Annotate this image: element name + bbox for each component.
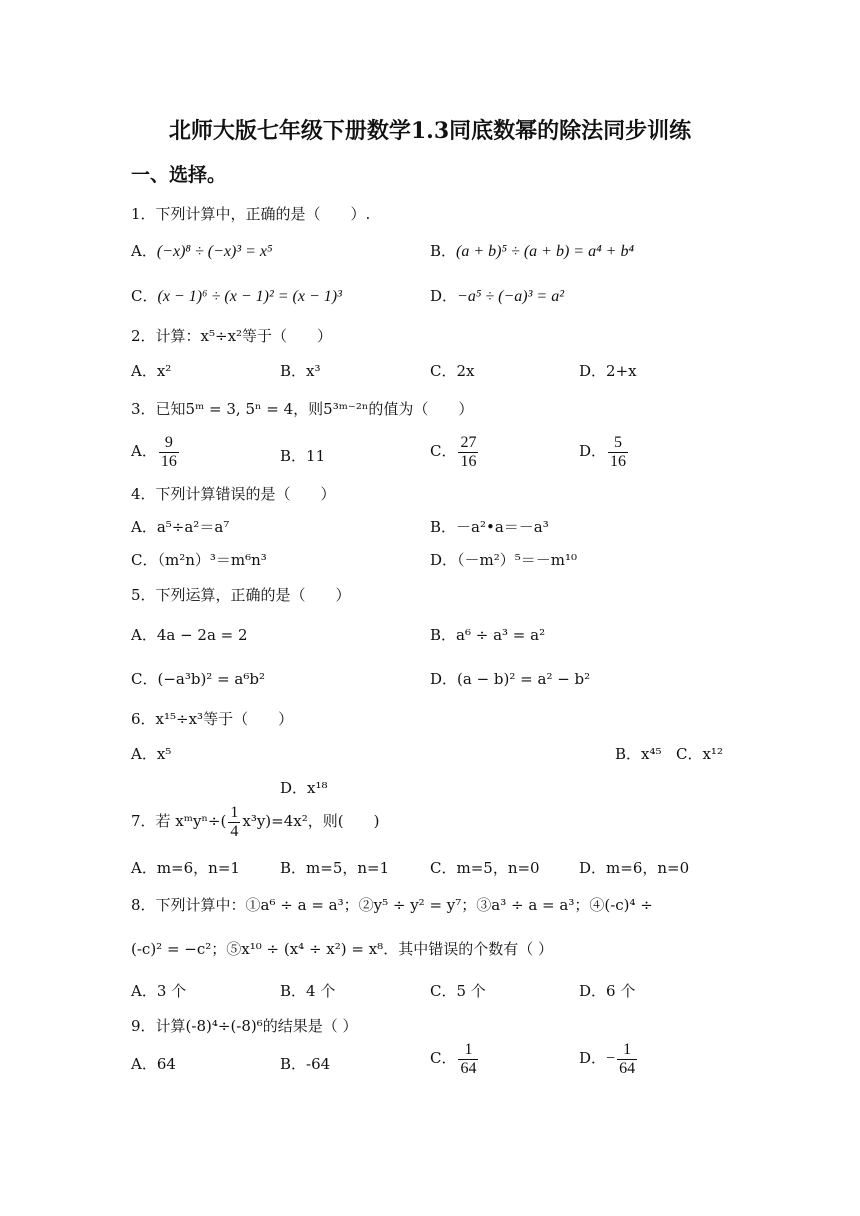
question-6-option-d: D．x¹⁸ — [280, 779, 328, 797]
fraction: $\frac{9}{16}$ — [160, 434, 177, 470]
fraction: $\frac{1}{4}$ — [230, 804, 239, 840]
question-4-option-b: B．－a²•a＝－a³ — [430, 518, 549, 536]
question-2-stem: 2．计算：x⁵÷x²等于（ ） — [131, 327, 333, 345]
question-6-option-a: A．x⁵ — [131, 745, 172, 763]
question-5-stem: 5．下列运算，正确的是（ ） — [131, 586, 351, 604]
question-8-line-2: (-c)² = −c²；⑤x¹⁰ ÷ (x⁴ ÷ x²) = x⁸．其中错误的个数有（ ） — [131, 940, 553, 958]
fraction: $\frac{5}{16}$ — [610, 434, 627, 470]
question-1-option-d: D．−a⁵ ÷ (−a)³ = a² — [430, 287, 565, 305]
question-7-option-d: D．m=6，n=0 — [579, 859, 690, 877]
question-6-option-c: C．x¹² — [676, 745, 723, 763]
question-9-option-c: C． $\frac{1}{64}$ — [430, 1041, 477, 1077]
question-3-option-b: B．11 — [280, 447, 326, 465]
question-6-option-b: B．x⁴⁵ — [615, 745, 662, 763]
fraction: $\frac{1}{64}$ — [619, 1041, 636, 1077]
question-4-option-a: A．a⁵÷a²＝a⁷ — [131, 518, 230, 536]
question-5-option-a: A．4a − 2a = 2 — [131, 626, 248, 644]
question-8-option-d: D．6 个 — [579, 982, 636, 1000]
question-9-option-b: B．-64 — [280, 1055, 331, 1073]
question-5-option-d: D．(a − b)² = a² − b² — [430, 670, 591, 688]
question-1-option-c: C．(x − 1)⁶ ÷ (x − 1)² = (x − 1)³ — [131, 287, 342, 305]
fraction: $\frac{27}{16}$ — [460, 434, 477, 470]
question-2-option-b: B．x³ — [280, 362, 321, 380]
question-1-stem: 1．下列计算中，正确的是（ ）. — [131, 205, 371, 223]
question-4-option-d: D．（－m²）⁵＝－m¹⁰ — [430, 551, 578, 569]
question-4-option-c: C．（m²n）³＝m⁶n³ — [131, 551, 267, 569]
question-5-option-b: B．a⁶ ÷ a³ = a² — [430, 626, 546, 644]
section-heading: 一、选择。 — [131, 164, 227, 186]
question-8-option-a: A．3 个 — [131, 982, 187, 1000]
question-1-option-a: A．(−x)⁸ ÷ (−x)³ = x⁵ — [131, 242, 273, 260]
question-6-stem: 6．x¹⁵÷x³等于（ ） — [131, 710, 294, 728]
question-5-option-c: C．(−a³b)² = a⁶b² — [131, 670, 265, 688]
question-9-stem: 9．计算(-8)⁴÷(-8)⁶的结果是（ ） — [131, 1017, 358, 1035]
question-2-option-c: C．2x — [430, 362, 475, 380]
question-7-option-c: C．m=5，n=0 — [430, 859, 540, 877]
question-7-stem: 7．若 xᵐyⁿ÷( $\frac{1}{4}$ x³y)=4x²，则( ) — [131, 804, 380, 840]
question-7-option-a: A．m=6，n=1 — [131, 859, 240, 877]
question-2-option-a: A．x² — [131, 362, 172, 380]
question-3-option-c: C． $\frac{27}{16}$ — [430, 434, 477, 470]
question-8-option-c: C．5 个 — [430, 982, 486, 1000]
question-3-stem: 3．已知5ᵐ = 3, 5ⁿ = 4，则5³ᵐ⁻²ⁿ的值为（ ） — [131, 400, 474, 418]
question-4-stem: 4．下列计算错误的是（ ） — [131, 485, 336, 503]
fraction: $\frac{1}{64}$ — [460, 1041, 477, 1077]
question-2-option-d: D．2+x — [579, 362, 637, 380]
question-9-option-a: A．64 — [131, 1055, 176, 1073]
question-3-option-a: A． $\frac{9}{16}$ — [131, 434, 177, 470]
question-1-option-b: B．(a + b)⁵ ÷ (a + b) = a⁴ + b⁴ — [430, 242, 634, 260]
question-8-line-1: 8．下列计算中：①a⁶ ÷ a = a³；②y⁵ ÷ y² = y⁷；③a³ ÷ a = a³；④(-c)⁴ ÷ — [131, 896, 653, 914]
question-8-option-b: B．4 个 — [280, 982, 336, 1000]
question-3-option-d: D． $\frac{5}{16}$ — [579, 434, 627, 470]
question-7-option-b: B．m=5，n=1 — [280, 859, 390, 877]
page-title: 北师大版七年级下册数学1.3同底数幂的除法同步训练 — [168, 118, 692, 144]
question-9-option-d: D．− $\frac{1}{64}$ — [579, 1041, 636, 1077]
